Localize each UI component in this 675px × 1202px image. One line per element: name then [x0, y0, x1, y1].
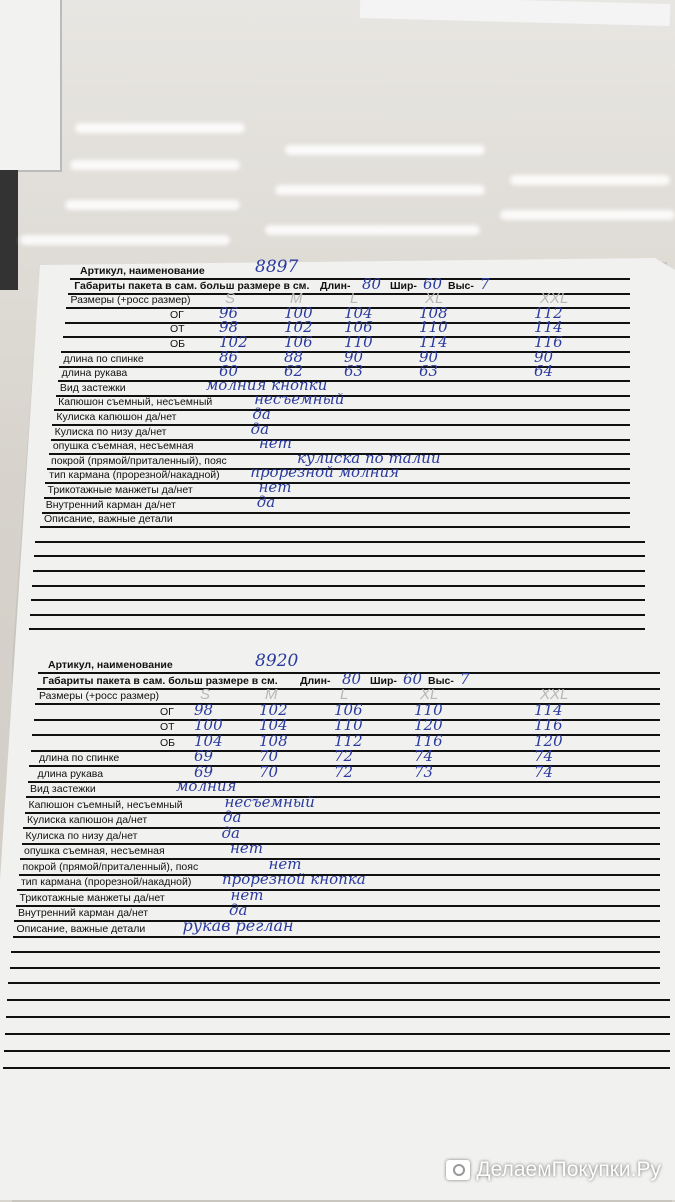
cut-label: покрой (прямой/приталенный), пояс — [51, 454, 227, 467]
fur-value: нет — [258, 434, 292, 453]
package-label: Габариты пакета в сам. больш размере в см. — [42, 674, 278, 687]
ot-value: 114 — [534, 318, 563, 337]
inner-label: Внутренний карман да/нет — [18, 907, 149, 919]
og-value: 112 — [534, 303, 563, 322]
ob-value: 116 — [414, 731, 443, 750]
sleeve-label: длина рукава — [61, 367, 128, 380]
watermark-text: ДелаемПокупки.Ру — [476, 1158, 661, 1181]
size-header: L — [340, 686, 349, 703]
ob-value: 102 — [219, 333, 248, 351]
og-value: 106 — [334, 700, 363, 719]
back-value: 72 — [334, 747, 354, 765]
form-rule — [28, 781, 661, 783]
length-label: Длин- — [320, 279, 351, 292]
size-header: S — [225, 290, 236, 308]
inner-label: Внутренний карман да/нет — [45, 498, 176, 511]
cut-label: покрой (прямой/приталенный), пояс — [22, 860, 199, 873]
article-label: Артикул, наименование — [80, 265, 205, 277]
form-rule — [58, 380, 630, 382]
pocket-label: тип кармана (прорезной/накадной) — [49, 469, 220, 482]
hood_draw-label: Кулиска капюшон да/нет — [56, 411, 177, 423]
height-label: Выс- — [428, 674, 454, 687]
height-value: 7 — [460, 669, 470, 688]
back-value: 90 — [344, 347, 364, 366]
ot-value: 116 — [534, 716, 563, 734]
camera-icon — [446, 1160, 470, 1180]
ob-label: ОБ — [170, 338, 186, 350]
description-label: Описание, важные детали — [44, 513, 173, 526]
ob-label: ОБ — [160, 736, 176, 749]
description-value: рукав реглан — [182, 915, 294, 935]
sleeve-value: 63 — [344, 362, 364, 381]
size-header: S — [200, 686, 211, 703]
sleeve-value: 60 — [219, 362, 239, 381]
ot-value: 120 — [414, 716, 443, 734]
ot-value: 106 — [344, 318, 373, 337]
og-value: 96 — [219, 303, 239, 322]
form-rule — [6, 1016, 670, 1018]
ot-label: ОТ — [160, 721, 175, 733]
length-value: 80 — [362, 274, 382, 293]
back-value: 74 — [534, 747, 554, 765]
ot-value: 110 — [419, 318, 448, 337]
cuffs-value: нет — [258, 478, 292, 496]
cut-value: кулиска по талии — [297, 448, 441, 467]
length-value: 80 — [342, 669, 362, 688]
hood_draw-value: да — [223, 808, 242, 826]
closure-value: молния — [176, 777, 237, 795]
sleeve-value: 74 — [534, 762, 554, 781]
og-value: 98 — [194, 700, 214, 719]
back-value: 70 — [259, 747, 279, 765]
form-rule — [11, 951, 660, 953]
og-value: 114 — [534, 700, 563, 719]
cuffs-label: Трикотажные манжеты да/нет — [47, 484, 193, 496]
cuffs-value: нет — [230, 885, 264, 904]
sleeve-value: 62 — [284, 362, 304, 381]
back-label: длина по спинке — [63, 352, 144, 365]
package-label: Габариты пакета в сам. больш размере в см. — [74, 279, 310, 292]
sleeve-label: длина рукава — [37, 767, 104, 780]
hood-value: несъемный — [254, 390, 345, 409]
ot-value: 102 — [284, 318, 313, 337]
og-value: 102 — [259, 700, 288, 719]
closure-label: Вид застежки — [30, 783, 96, 795]
back-value: 90 — [534, 347, 554, 366]
height-value: 7 — [480, 274, 490, 293]
article-value: 8920 — [255, 651, 299, 671]
og-value: 104 — [344, 303, 373, 322]
width-value: 60 — [403, 669, 423, 688]
ob-value: 116 — [534, 333, 563, 351]
og-label: ОГ — [160, 705, 174, 718]
back-value: 74 — [414, 747, 434, 765]
description-label: Описание, важные детали — [16, 922, 146, 935]
width-value: 60 — [423, 274, 443, 293]
light-reflection — [75, 123, 245, 133]
sizes-label: Размеры (+росс размер) — [39, 690, 160, 702]
size-header: XXL — [540, 686, 569, 703]
form-rule — [34, 555, 645, 557]
pocket-value: прорезной молния — [250, 463, 400, 482]
ot-value: 110 — [334, 716, 363, 734]
ob-value: 112 — [334, 731, 363, 750]
closure-value: молния кнопки — [205, 375, 328, 394]
back-value: 88 — [284, 347, 304, 366]
ob-value: 108 — [259, 731, 288, 750]
cuffs-label: Трикотажные манжеты да/нет — [19, 891, 165, 904]
form-rule — [8, 982, 660, 984]
form-rule — [29, 628, 645, 630]
form-rule — [31, 599, 645, 601]
light-reflection — [500, 210, 675, 220]
light-reflection — [510, 175, 670, 185]
hood-value: несъемный — [224, 792, 315, 811]
og-value: 110 — [414, 700, 443, 719]
form-rule — [13, 936, 661, 938]
og-value: 100 — [284, 303, 313, 322]
light-reflection — [20, 235, 230, 245]
light-reflection — [285, 145, 485, 155]
inner-value: да — [256, 492, 276, 511]
ob-value: 120 — [534, 731, 563, 750]
cut-value: нет — [268, 854, 302, 873]
form-rule — [4, 1050, 670, 1052]
inner-value: да — [229, 901, 248, 919]
bottom_draw-value: да — [250, 419, 270, 438]
back-label: длина по спинке — [39, 752, 120, 764]
fur-value: нет — [230, 839, 263, 857]
hood_draw-value: да — [252, 405, 271, 423]
bottom_draw-label: Кулиска по низу да/нет — [25, 829, 138, 842]
light-reflection — [70, 160, 240, 170]
width-label: Шир- — [390, 279, 417, 292]
light-reflection — [65, 200, 240, 210]
laptop-edge — [0, 170, 18, 290]
form-rule — [7, 999, 670, 1001]
sleeve-value: 64 — [534, 362, 554, 381]
fur-label: опушка съемная, несъемная — [24, 845, 165, 857]
sleeve-value: 63 — [419, 362, 439, 381]
light-reflection — [275, 185, 485, 195]
height-label: Выс- — [448, 279, 474, 292]
hood_draw-label: Кулиска капюшон да/нет — [27, 814, 148, 826]
ot-label: ОТ — [170, 323, 185, 336]
ot-value: 104 — [259, 716, 288, 734]
form-rule — [35, 541, 645, 543]
length-label: Длин- — [300, 674, 331, 687]
article-value: 8897 — [255, 257, 299, 277]
og-value: 108 — [419, 303, 448, 322]
watermark — [446, 1158, 661, 1182]
back-value: 90 — [419, 347, 439, 366]
pocket-label: тип кармана (прорезной/накадной) — [21, 876, 192, 888]
ot-value: 98 — [219, 318, 239, 337]
ob-value: 114 — [419, 333, 448, 351]
sleeve-value: 73 — [414, 762, 434, 781]
size-header: XL — [420, 686, 439, 703]
width-label: Шир- — [370, 674, 397, 687]
size-header: XXL — [540, 290, 569, 308]
sizes-label: Размеры (+росс размер) — [70, 294, 191, 307]
back-value: 69 — [194, 747, 214, 765]
size-header: L — [350, 290, 359, 308]
sleeve-value: 72 — [334, 762, 354, 781]
fur-label: опушка съемная, несъемная — [52, 440, 194, 453]
ot-value: 100 — [194, 716, 223, 734]
form-rule — [10, 967, 661, 969]
pocket-value: прорезной кнопка — [222, 870, 366, 888]
sleeve-value: 69 — [194, 762, 214, 781]
bottom_draw-label: Кулиска по низу да/нет — [54, 425, 167, 438]
closure-label: Вид застежки — [59, 381, 126, 394]
form-rule — [32, 585, 645, 587]
back-value: 86 — [219, 347, 239, 366]
sleeve-value: 70 — [259, 762, 279, 781]
laptop-corner — [0, 0, 62, 172]
size-header: M — [290, 290, 303, 308]
ob-value: 110 — [344, 333, 373, 351]
light-reflection — [265, 225, 480, 235]
form-rule — [5, 1033, 670, 1035]
ob-value: 104 — [194, 731, 223, 750]
ob-value: 106 — [284, 333, 313, 351]
size-header: M — [265, 686, 278, 703]
form-rule — [30, 614, 645, 616]
hood-label: Капюшон съемный, несъемный — [28, 798, 183, 811]
form-rule — [40, 526, 630, 528]
article-label: Артикул, наименование — [48, 659, 173, 671]
hood-label: Капюшон съемный, несъемный — [58, 396, 213, 409]
og-label: ОГ — [170, 308, 184, 321]
form-rule — [33, 570, 645, 572]
form-rule — [3, 1067, 670, 1069]
size-header: XL — [425, 290, 444, 308]
bottom_draw-value: да — [221, 823, 240, 842]
